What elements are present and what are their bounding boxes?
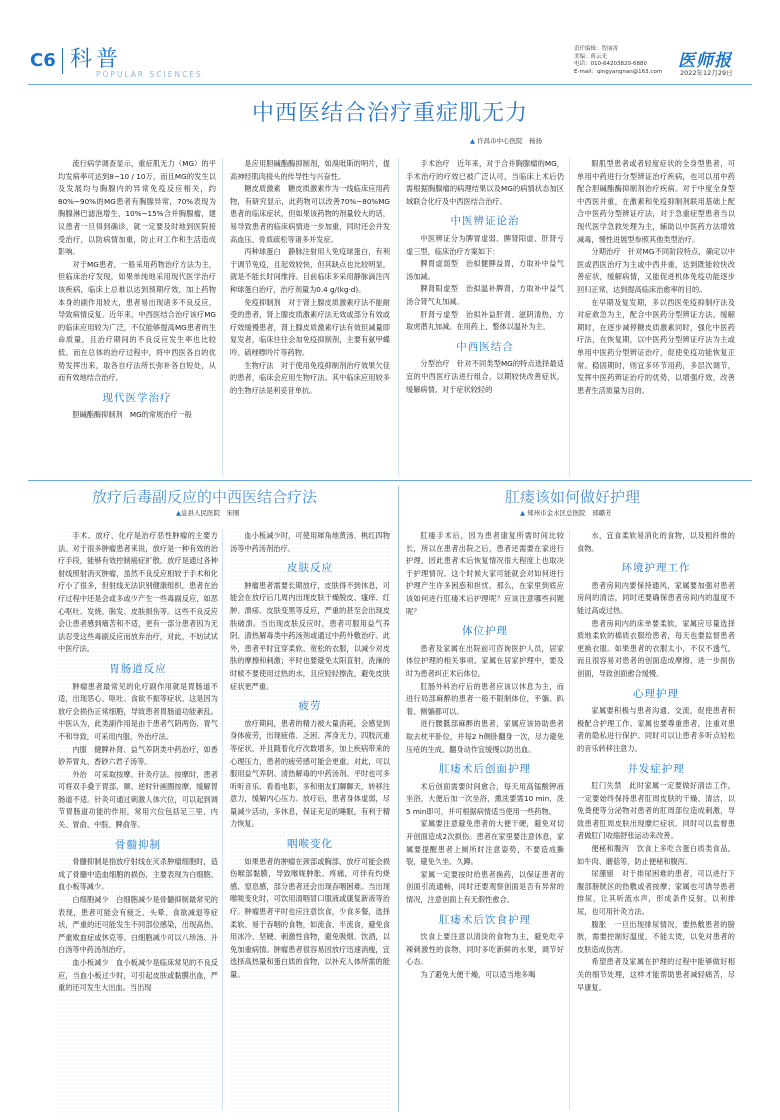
paragraph: 患者房间内要保持通风，家属要加强对患者房间的清洁，同时还要确保患者房间内的温度不能过高或过热。 (577, 580, 735, 615)
article3-title: 肛瘘该如何做好护理 (505, 488, 641, 506)
paragraph: 术后创面需要时间愈合，每天用高锰酸钾液坐浴，大便后加一次坐浴，熏洗要需10 min，洗5 min即可，并可根据病情适当使用一些药物。 (406, 781, 564, 816)
paragraph: 便秘和腹泻 饮食上多吃含蛋白质类食品，如牛肉、蘑菇等，防止便秘和腹泻。 (577, 844, 735, 866)
paragraph: 糖皮质激素 糖皮质激素作为一线临床应用药物，有研究显示，此药物可以改善70%~80%MG患者的临床症状，但如果该药物的剂量较大的话，易导致患者的临床病情进一步加重，同时还会并发高血压、骨质疏松等诸多并发症。 (230, 184, 390, 244)
article1-col1 (58, 158, 216, 480)
paragraph: 分型治疗 针对不同类型MG的特点选择最适宜的中西医疗法进行组合，以期较快改善症状，缓解病情。对于症状较轻的 (406, 359, 564, 394)
designer: 美编：蒋云光 (574, 53, 608, 60)
paragraph: 肛瘘手术后，因为患者康复所需时间比较长，所以在患者出院之后，患者还需要在家进行护理，因此患者术后恢复情况很大程度上也取决于护理情况。这个时候大家可能就会对如何进行护理产生许多困惑和担忧，那么，在家里到底应该如何进行肛瘘术后护理呢？应该注意哪些问题呢？ (406, 531, 564, 616)
paragraph: 在早期及复发期，多以西医免疫抑制疗法及对症救急为主，配合中医药分型辨证方法，缓解期时，在逐步减停糖皮质激素同时，强化中医药疗法，在恢复期，以中医药分型辨证疗法为主或单用中医药分型辨证治疗，促使免疫功能恢复正常。稳固期时，则宜多环节用药，多层次调节，发挥中医药辨证治疗的优势，以增强疗效，改善患者生活质量为目的。 (577, 297, 735, 395)
paragraph: 生物疗法 对于使用免疫抑制剂治疗效果欠佳的患者，临床会应用生物疗法。其中临床应用较多的生物疗法是利妥昔单抗。 (230, 360, 390, 395)
paragraph: 血小板减少时，可使用犀角地黄汤、桃红四物汤等中药汤剂治疗。 (230, 531, 390, 553)
paragraph: 对于MG患者，一般采用药物治疗方法为主，但临床治疗发现，如果单纯地采用现代医学治疗该疾病，临床上总难以达到预期疗效，加上药物本身的副作用较大，患者易出现诸多不良反应，导致病情反复。近年来，中西医结合治疗该疗MG的临床应用较为广泛，不仅能够提高MG患者的生命质量，且治疗期间的不良反应发生率也比较低。而在总体的治疗过程中，将中西医各自的优势发挥出来，取各自疗法所长弥补各自短处，从而有效地结合治疗。 (58, 259, 216, 383)
section-divider (62, 48, 63, 74)
section-heading: 胃肠道反应 (109, 662, 167, 675)
section-heading: 并发症护理 (627, 762, 685, 775)
paragraph: 胆碱酯酶抑制剂 MG的常规治疗一般 (72, 410, 192, 420)
article2-author: 息县人民医院 宋刚 (181, 509, 240, 517)
paragraph: 进行腰骶部麻醉的患者，家属应该协助患者取去枕平卧位，并每2 h侧卧翻身一次，尽力避免压疮的生成，翻身动作宜缓慢以防出血。 (406, 719, 564, 754)
paragraph: 流行病学调查显示，重症肌无力（MG）的平均发病率可达到8~10 / 10万，而且MG的发生以及发展均与胸腺内的异常免疫反应相关，约80%~90%的MG患者有胸腺异常，70%表现为胸腺淋巴滤泡增生，10%~15%合并胸腺瘤，建议患者一旦得到确诊，就一定要及时地到医院接受治疗，以防病情加重，防止对工作和生活造成影响。 (58, 159, 216, 257)
paragraph: 家属要积极与患者沟通、交流，促使患者积极配合护理工作。家属也要尊重患者，注重对患者的隐私进行保护。同时可以让患者多听点轻松的音乐转移注意力。 (577, 706, 735, 753)
paragraph: 是应用胆碱酯酶抑制剂，如溴吡斯的明片，提高神经肌肉接头的传导性与兴奋性。 (230, 159, 390, 181)
section-heading: 肛瘘术后创面护理 (439, 763, 531, 776)
article-separator (28, 480, 752, 481)
article2-col2 (230, 530, 390, 1114)
article1-col4 (577, 158, 735, 480)
paragraph: 腹胀 一旦出现排尿情况，要热敷患者的膀胱，需要控制好温度，不能太烫，以免对患者的皮肤造成伤害。 (577, 919, 735, 954)
paragraph: 肿瘤患者需要长期放疗，皮肤得不到休息，可能会在放疗后几周内出现皮肤干燥脱皮、瘙痒、红肿、溃疡、皮肤变黑等反应，严重的甚至会出现皮肤破溃。当出现皮肤反应时，患者可服用益气养阴、清热解毒类中药汤剂或通过中药外敷治疗。此外，患者平时宜穿柔软、宽松的衣服，以减少对皮肤的摩擦和刺激；平时也要避免太阳直射，洗澡的时候不要使用过热的水，且应轻轻擦洗，避免皮肤症状更严重。 (230, 580, 390, 691)
column-rule (569, 158, 570, 476)
page-header (0, 0, 780, 88)
phone: 电话：010-64203820-6880 (574, 61, 647, 67)
article2-col1 (58, 530, 218, 1114)
section-heading: 心理护理 (633, 687, 679, 700)
editor-info (574, 46, 662, 76)
paragraph: 丙种球蛋白 静脉注射用人免疫球蛋白，有利于调节免疫，且起效较快，但其缺点也比较明显，就是不能长时间维持。目前临床多采用静脉滴注丙种球蛋白治疗，治疗剂量为0.4 g/(kg·d)。 (230, 247, 390, 294)
issue-date: 2022年12月29日 (680, 69, 733, 77)
header-rule (28, 84, 752, 85)
paragraph: 中医辨证分为脾胃虚弱、脾肾阳虚、肝肾亏虚三型，临床治疗方案如下： (406, 233, 564, 256)
paragraph: 患者及家属在出院前可咨询医护人员，居家体位护理的相关事项。家属在居家护理中，要及时为患者纠正术后体位。 (406, 643, 564, 678)
paragraph: 尿潴留 对于排尿困难的患者，可以进行下腹部膀胱区的热敷或者按摩；家属也可诱导患者排尿，让其听流水声，形成条件反射，以利排尿，也可用针灸方法。 (577, 869, 735, 917)
paragraph: 手术、放疗、化疗是治疗恶性肿瘤的主要方法。对于很多肿瘤患者来说，放疗是一种有效的治疗手段，能够有效控制癌症扩散。放疗是通过各种射线照射消灭肿瘤，虽然不良反应相较于手术和化疗小了很多，但射线无法识别健康组织，患者在治疗过程中还是会或多或少产生一些毒副反应，如恶心呕吐、发烧、脱发、皮肤损伤等。这些不良反应会让患者感到痛苦和不适，更有一部分患者因为无法忍受这些毒副反应而放弃治疗，对此，不妨试试中医疗法。 (58, 531, 218, 654)
paragraph: 免疫抑制剂 对于肾上腺皮质激素疗法不能耐受的患者，肾上腺皮质激素疗法无效或部分有效或疗效缓慢患者，肾上腺皮质激素疗法有效但减量即复发者，临床往往会加免疫抑制剂，主要有氨甲蝶呤、硫唑嘌呤片等药物。 (230, 297, 390, 357)
section-name: 科普 (70, 47, 123, 72)
article1-byline (470, 136, 542, 145)
byline-marker: ▲ (470, 137, 478, 145)
paragraph: 手术治疗 近年来，对于合并胸腺瘤的MG，手术治疗的疗效已被广泛认可，当临床上术后仍需根据胸腺瘤的病理结果以及MG的病情状态加区域联合化疗及中西医结合治疗。 (406, 159, 564, 206)
article2-title: 放疗后毒副反应的中西医结合疗法 (92, 488, 318, 506)
section-heading: 肛瘘术后饮食护理 (439, 913, 531, 926)
byline-marker: ▲ (176, 509, 181, 517)
paragraph: 饮食上要注意以清淡的食物为主，避免吃辛辣刺激性的食物，同时多吃新鲜的水果，调节好心态。 (406, 932, 564, 967)
paragraph: 分期治疗 针对MG不同阶段特点，确定以中医或西医治疗为主或中西并重，达到既能较快改善症状，缓解病情，又能促进机体免疫功能逐步回归正常，达到提高临床治愈率的目的。 (577, 247, 735, 294)
newspaper-logo: 医师报 (678, 51, 732, 71)
column-rule (222, 158, 223, 476)
section-heading: 皮肤反应 (287, 562, 333, 575)
column-rule (398, 158, 399, 476)
paragraph: 家属要注意避免患者的大便干硬，避免对切开创面造成2次损伤。患者在家里要注意休息，家属要提醒患者上厕所时注意姿势，不要造成撕裂，避免久坐、久蹲。 (406, 819, 564, 867)
section-heading: 现代医学治疗 (102, 391, 172, 404)
section-name-en: POPULAR SCIENCES (96, 70, 203, 79)
paragraph: 脾肾阳虚型 治拟温补脾肾，方取补中益气汤合肾气丸加减。 (406, 284, 564, 306)
article3-byline (520, 508, 612, 517)
byline-marker: ▲ (520, 509, 528, 517)
section-heading: 骨髓抑制 (115, 838, 161, 851)
article1-col2 (230, 158, 390, 480)
article1-title: 中西医结合治疗重症肌无力 (251, 101, 528, 126)
column-rule (222, 530, 223, 1110)
paragraph: 白细胞减少 白细胞减少是骨髓抑制最常见的表现，患者可能会有疲乏、头晕、食欲减退等症状，严重的还可能发生不同部位感染，出现高热、严重败血症或休克等。白细胞减少可以八珍汤、升白汤等中药汤剂治疗。 (58, 895, 218, 955)
email: E-mail：qingyangnan@163.com (574, 68, 663, 75)
paragraph: 放疗期间，患者的精力被大量消耗，会感觉到身体疲劳，出现疲倦、乏困、浑身无力，四肢沉重等症状，并且随着化疗次数增多，加上疾病带来的心理压力，患者的疲劳感可能会更重。对此，可以服用益气养阴、清热解毒的中药汤剂。平时也可多听听音乐、看看电影，多和朋友们聊聊天，转移注意力，缓解内心压力。放疗后，患者身体虚弱，尽量减少活动，多休息，保证充足的睡眠，有利于精力恢复。 (230, 718, 390, 829)
article2-byline (176, 508, 240, 517)
editor: 责任编辑：智丽霄 (574, 46, 619, 52)
section-heading: 疲劳 (298, 700, 322, 713)
section-heading: 中西医结合 (456, 340, 514, 353)
paragraph: 肛门失禁 此时家属一定要做好清洁工作，一定要始终保持患者肛周皮肤的干燥、清洁，以免粪便等分泌物对患者的肛周部位造成刺激，导致患者肛周皮肤出现糜烂症状。同时可以监督患者做肛门收缩舒张运动来改善。 (577, 781, 735, 841)
paragraph: 为了避免大便干燥，可以适当地多喝 (420, 970, 536, 979)
paragraph: 肛肠外科治疗后的患者应该以休息为主，而进行局部麻醉的患者一般不限制体位，平躺、趴着、侧躺都可以。 (406, 681, 564, 716)
paragraph: 眼肌型患者或者轻度症状的全身型患者，可单用中药进行分型辨证治疗疾病，也可以用中药配合胆碱酯酶抑制剂治疗疾病。对于中度全身型中西医并重，在激素和免疫抑制剂联用基础上配合中医药分型辨证疗法，对于急重症型患者当以现代医学急救处理为主，辅助以中医药方法增效减毒，慢性进展型参照其他类型治疗。 (577, 159, 735, 244)
article1-author: 许昌市中心医院 杨扬 (477, 137, 543, 145)
section-heading: 咽喉变化 (287, 838, 333, 851)
paragraph: 如果患者的肿瘤在颈部或胸部，放疗可能会损伤喉部黏膜，导致喉咙肿胀、疼痛，可伴有灼烧感、窒息感，部分患者还会出现吞咽困难。当出现喉咙变化时，可饮用清咽冒口服液或康复新液等治疗。肿瘤患者平时也应注意饮食，少食多餐，选择柔软、易于吞咽的食物，如流食、半流食，避免食用冰冷、坚硬、刺激性食物，避免吸烟、饮酒，以免加重病情。肿瘤患者很容易因放疗迅速消瘦，宜选择高热量和蛋白质的食物，以补充人体所需的能量。 (230, 856, 390, 979)
article3-col2 (577, 530, 735, 1114)
article-divider (398, 486, 399, 1112)
paragraph: 家属一定要按时给患者换药，以保证患者的创面引流通畅，同时还要观察创面是否有异常的情况，注意创面上有无假性愈合。 (406, 869, 564, 905)
section-heading: 中医辨证论治 (450, 215, 520, 228)
paragraph: 骨髓抑制是指放疗射线在灭杀肿瘤细胞时，造成了骨髓中造血细胞的损伤，主要表现为白细胞、血小板等减少。 (58, 857, 218, 892)
paragraph: 血小板减少 血小板减少是临床常见的不良反应，当血小板过少时，可引起皮肤或黏膜出血，严重的还可发生大出血。当出现 (58, 958, 218, 993)
paragraph: 脾胃虚弱型 治拟健脾益胃，方取补中益气汤加减。 (406, 259, 564, 281)
article3-author: 郑州市金水区总医院 邢璐芳 (527, 509, 612, 517)
section-heading: 环境护理工作 (621, 562, 691, 575)
article3-col1 (406, 530, 564, 1114)
paragraph: 外治 可采取按摩、针灸疗法。按摩时，患者可将双手叠于胃部，顺、逆时针画圈按摩，缓解胃肠道不适。针灸可通过刺激人体穴位，可以起到调节胃肠道功能的作用，常用穴位包括足三里、内关、胃俞、中脘、脾俞等。 (58, 769, 218, 830)
paragraph: 肝肾亏虚型 治拟补益肝肾、滋阴清热，方取虎潜丸加减。在用药上，整体以温补为主。 (406, 309, 564, 332)
paragraph: 肿瘤患者最常见的化疗副作用就是胃肠道不适，出现恶心、呕吐、食欲不振等症状，这是因为放疗会损伤正常细胞，导致患者胃肠道功能紊乱。中医认为，此类副作用是由于患者气阴两伤、胃气不和导致，可采用内服、外治疗法。 (58, 681, 218, 741)
article1-col3 (406, 158, 564, 480)
column-rule (569, 530, 570, 1110)
paragraph: 希望患者及家属在护理的过程中能够做好相关的细节处理，这样才能帮助患者减轻痛苦，尽早康复。 (577, 957, 735, 992)
paragraph: 患者房间内的床单要柔软，家属应尽量选择质地柔软的棉质衣服给患者，每天也要监督患者更换衣服。如果患者的衣服太小，不仅不透气，而且很容易对患者的创面造成摩擦，进一步损伤创面，导致创面愈合缓慢。 (577, 618, 735, 678)
page-number: C6 (30, 50, 56, 71)
paragraph: 内服 健脾补肾、益气养阴类中药治疗，如香砂养胃丸、香砂六君子汤等。 (58, 744, 218, 767)
paragraph: 水，宜食柔软易消化的食物，以及粗纤维的食物。 (577, 531, 735, 553)
section-heading: 体位护理 (462, 625, 508, 638)
